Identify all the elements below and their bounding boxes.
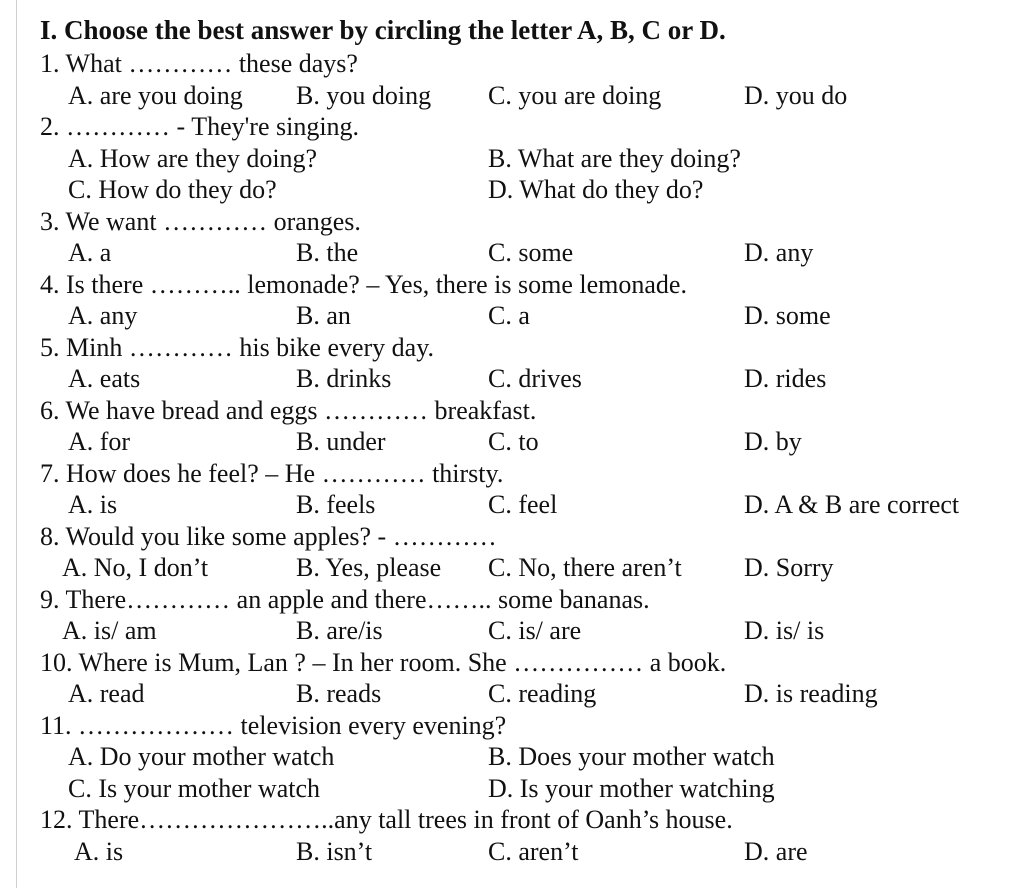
option-c[interactable]: C. to xyxy=(488,427,539,456)
question-text: 4. Is there ……….. lemonade? – Yes, there is some lemonade. xyxy=(40,269,687,299)
option-b[interactable]: B. drinks xyxy=(296,364,392,393)
option-b[interactable]: B. reads xyxy=(296,679,382,708)
options-row xyxy=(40,363,1010,395)
question-3 xyxy=(40,206,1010,238)
option-d[interactable]: D. any xyxy=(744,238,814,267)
options-row xyxy=(40,300,1010,332)
question-8 xyxy=(40,521,1010,553)
options-row xyxy=(40,773,1010,805)
option-c[interactable]: C. is/ are xyxy=(488,616,582,645)
option-a[interactable]: A. a xyxy=(68,238,112,267)
option-c[interactable]: C. How do they do? xyxy=(68,175,277,204)
question-4 xyxy=(40,269,1010,301)
option-b[interactable]: B. isn’t xyxy=(296,836,373,866)
options-row xyxy=(40,741,1010,773)
option-d[interactable]: D. Sorry xyxy=(744,553,834,582)
option-a[interactable]: A. eats xyxy=(68,364,141,393)
option-d[interactable]: D. What do they do? xyxy=(488,175,704,204)
options-row xyxy=(40,615,1010,647)
option-c[interactable]: C. you are doing xyxy=(488,80,662,110)
option-a[interactable]: A. is/ am xyxy=(62,616,157,645)
option-b[interactable]: B. feels xyxy=(296,490,376,519)
option-c[interactable]: C. Is your mother watch xyxy=(68,773,321,803)
option-c[interactable]: C. aren’t xyxy=(488,836,579,866)
option-b[interactable]: B. are/is xyxy=(296,616,383,645)
options-row xyxy=(40,836,1010,868)
options-row xyxy=(40,174,1010,206)
option-a[interactable]: A. How are they doing? xyxy=(68,143,318,173)
options-row xyxy=(40,237,1010,269)
options-row xyxy=(40,552,1010,584)
option-a[interactable]: A. any xyxy=(68,301,138,330)
question-9 xyxy=(40,584,1010,616)
question-6 xyxy=(40,395,1010,427)
option-b[interactable]: B. Does your mother watch xyxy=(488,742,775,771)
question-7 xyxy=(40,458,1010,490)
question-text: 12. There…………………..any tall trees in front of Oanh’s house. xyxy=(40,805,733,834)
option-d[interactable]: D. rides xyxy=(744,364,827,393)
options-row xyxy=(40,489,1010,521)
option-b[interactable]: B. the xyxy=(296,238,359,267)
option-d[interactable]: D. Is your mother watching xyxy=(488,773,775,803)
options-row xyxy=(40,426,1010,458)
question-11 xyxy=(40,710,1010,742)
question-text: 6. We have bread and eggs ………… breakfast. xyxy=(40,395,537,425)
option-d[interactable]: D. is reading xyxy=(744,679,878,708)
option-c[interactable]: C. feel xyxy=(488,490,558,519)
option-a[interactable]: A. read xyxy=(68,679,145,708)
option-b[interactable]: B. Yes, please xyxy=(296,553,442,582)
option-b[interactable]: B. under xyxy=(296,427,386,456)
option-b[interactable]: B. you doing xyxy=(296,80,432,110)
question-text: 8. Would you like some apples? - ………… xyxy=(40,521,497,551)
question-2 xyxy=(40,111,1010,143)
exercise-title: I. Choose the best answer by circling the letter A, B, C or D. xyxy=(40,15,726,45)
question-text: 7. How does he feel? – He ………… thirsty. xyxy=(40,458,504,488)
question-5 xyxy=(40,332,1010,364)
question-1 xyxy=(40,48,1010,80)
option-d[interactable]: D. you do xyxy=(744,80,848,110)
question-12 xyxy=(40,804,1010,836)
question-text: 9. There………… an apple and there…….. some bananas. xyxy=(40,584,650,614)
option-d[interactable]: D. are xyxy=(744,836,808,866)
option-a[interactable]: A. is xyxy=(74,836,124,866)
option-c[interactable]: C. a xyxy=(488,301,530,330)
options-row xyxy=(40,80,1010,112)
option-b[interactable]: B. What are they doing? xyxy=(488,143,741,173)
option-d[interactable]: D. is/ is xyxy=(744,616,825,645)
option-a[interactable]: A. is xyxy=(68,490,118,519)
option-a[interactable]: A. are you doing xyxy=(68,80,243,110)
option-c[interactable]: C. drives xyxy=(488,364,582,393)
option-c[interactable]: C. No, there aren’t xyxy=(488,553,682,582)
option-d[interactable]: D. A & B are correct xyxy=(744,490,960,519)
option-a[interactable]: A. No, I don’t xyxy=(62,553,209,582)
question-10 xyxy=(40,647,1010,679)
option-a[interactable]: A. Do your mother watch xyxy=(68,742,335,771)
option-d[interactable]: D. some xyxy=(744,301,831,330)
worksheet xyxy=(40,14,1010,867)
question-text: 10. Where is Mum, Lan ? – In her room. She …………… a book. xyxy=(40,647,727,677)
option-c[interactable]: C. reading xyxy=(488,679,597,708)
option-d[interactable]: D. by xyxy=(744,427,802,456)
question-text: 1. What ………… these days? xyxy=(40,49,358,78)
option-b[interactable]: B. an xyxy=(296,301,351,330)
option-c[interactable]: C. some xyxy=(488,238,574,267)
question-text: 11. ……………… television every evening? xyxy=(40,710,507,740)
question-text: 5. Minh ………… his bike every day. xyxy=(40,332,435,362)
option-a[interactable]: A. for xyxy=(68,427,131,456)
question-text: 2. ………… - They're singing. xyxy=(40,112,360,141)
options-row xyxy=(40,143,1010,175)
options-row xyxy=(40,678,1010,710)
question-text: 3. We want ………… oranges. xyxy=(40,206,361,236)
